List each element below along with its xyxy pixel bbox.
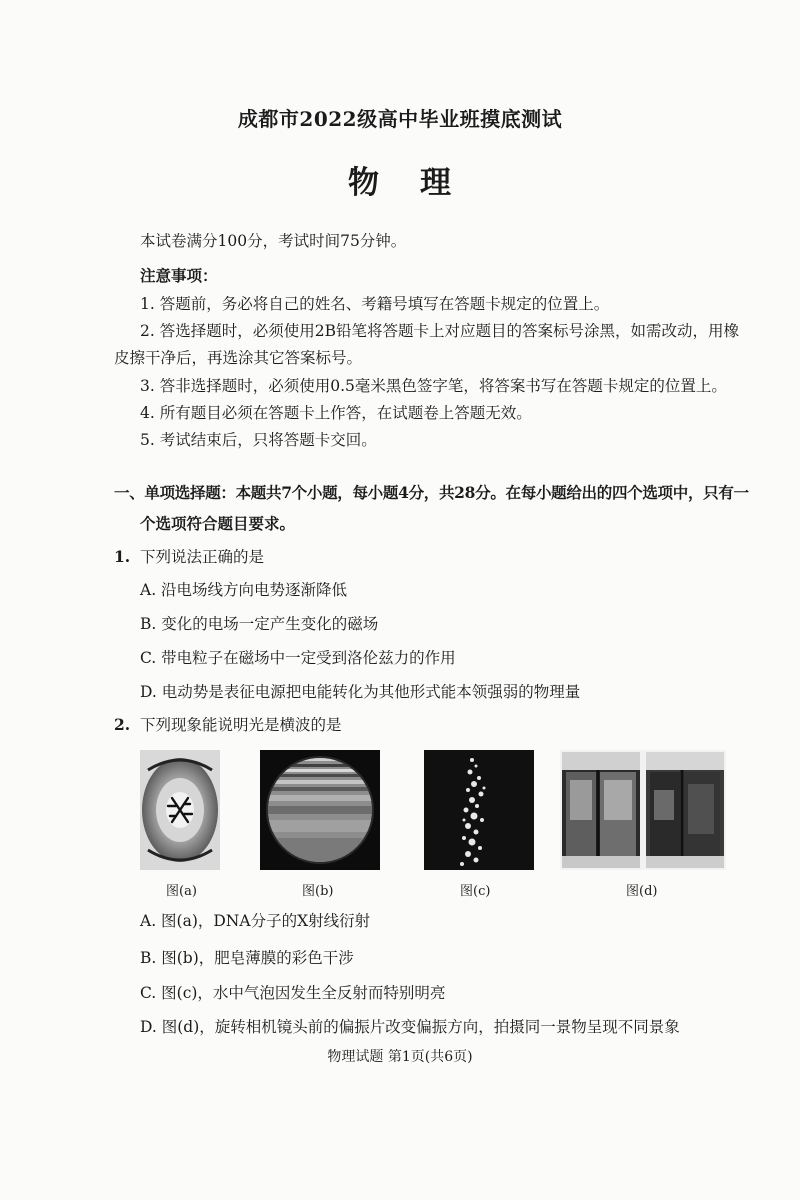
- notice-item-5: 5. 考试结束后，只将答题卡交回。: [140, 431, 377, 449]
- section-heading-line-2: 个选项符合题目要求。: [140, 514, 296, 533]
- q2-stem: 下列现象能说明光是横波的是: [140, 716, 342, 734]
- notice-item-2: 2. 答选择题时，必须使用2B铅笔将答题卡上对应题目的答案标号涂黑，如需改动，用橡: [140, 322, 739, 340]
- q2-option-a: A. 图(a)，DNA分子的X射线衍射: [140, 912, 371, 930]
- q1-option-a: A. 沿电场线方向电势逐渐降低: [140, 581, 348, 599]
- q1-stem: 下列说法正确的是: [140, 548, 265, 566]
- section-heading-line-1: 一、单项选择题：本题共7个小题，每小题4分，共28分。在每小题给出的四个选项中，只有一: [114, 483, 749, 502]
- subject-title: [0, 157, 800, 202]
- figure-b-image: [260, 750, 380, 870]
- q1-option-d: D. 电动势是表征电源把电能转化为其他形式能本领强弱的物理量: [140, 683, 581, 701]
- q1-option-b: B. 变化的电场一定产生变化的磁场: [140, 615, 379, 633]
- page-footer: 物理试题 第1页(共6页): [327, 1049, 473, 1065]
- exam-title: 成都市2022级高中毕业班摸底测试: [237, 107, 563, 131]
- figure-a-caption: 图(a): [166, 884, 197, 899]
- notice-heading: 注意事项：: [140, 266, 218, 285]
- notice-item-2-cont: 皮擦干净后，再选涂其它答案标号。: [114, 349, 363, 367]
- figure-a-image: [140, 750, 220, 870]
- notice-item-3: 3. 答非选择题时，必须使用0.5毫米黑色签字笔，将答案书写在答题卡规定的位置上。: [140, 377, 727, 395]
- figure-d-image: [560, 750, 726, 870]
- figure-d-caption: 图(d): [626, 884, 658, 899]
- q1-option-c: C. 带电粒子在磁场中一定受到洛伦兹力的作用: [140, 649, 456, 667]
- figure-c-image: [424, 750, 534, 870]
- q2-option-c: C. 图(c)，水中气泡因发生全反射而特别明亮: [140, 984, 446, 1002]
- q2-option-d: D. 图(d)，旋转相机镜头前的偏振片改变偏振方向，拍摄同一景物呈现不同景象: [140, 1018, 680, 1036]
- notice-item-1: 1. 答题前，务必将自己的姓名、考籍号填写在答题卡规定的位置上。: [140, 295, 610, 313]
- figure-b-caption: 图(b): [302, 884, 334, 899]
- q2-option-b: B. 图(b)，肥皂薄膜的彩色干涉: [140, 949, 354, 967]
- q2-figures: [0, 747, 800, 897]
- q1-number: 1.: [114, 547, 131, 566]
- subject-char-1: 物: [348, 165, 380, 201]
- notice-item-4: 4. 所有题目必须在答题卡上作答，在试题卷上答题无效。: [140, 404, 532, 422]
- q2-number: 2.: [114, 715, 131, 734]
- intro-text: 本试卷满分100分，考试时间75分钟。: [140, 232, 407, 250]
- subject-char-2: 理: [420, 165, 452, 201]
- figure-c-caption: 图(c): [460, 884, 491, 899]
